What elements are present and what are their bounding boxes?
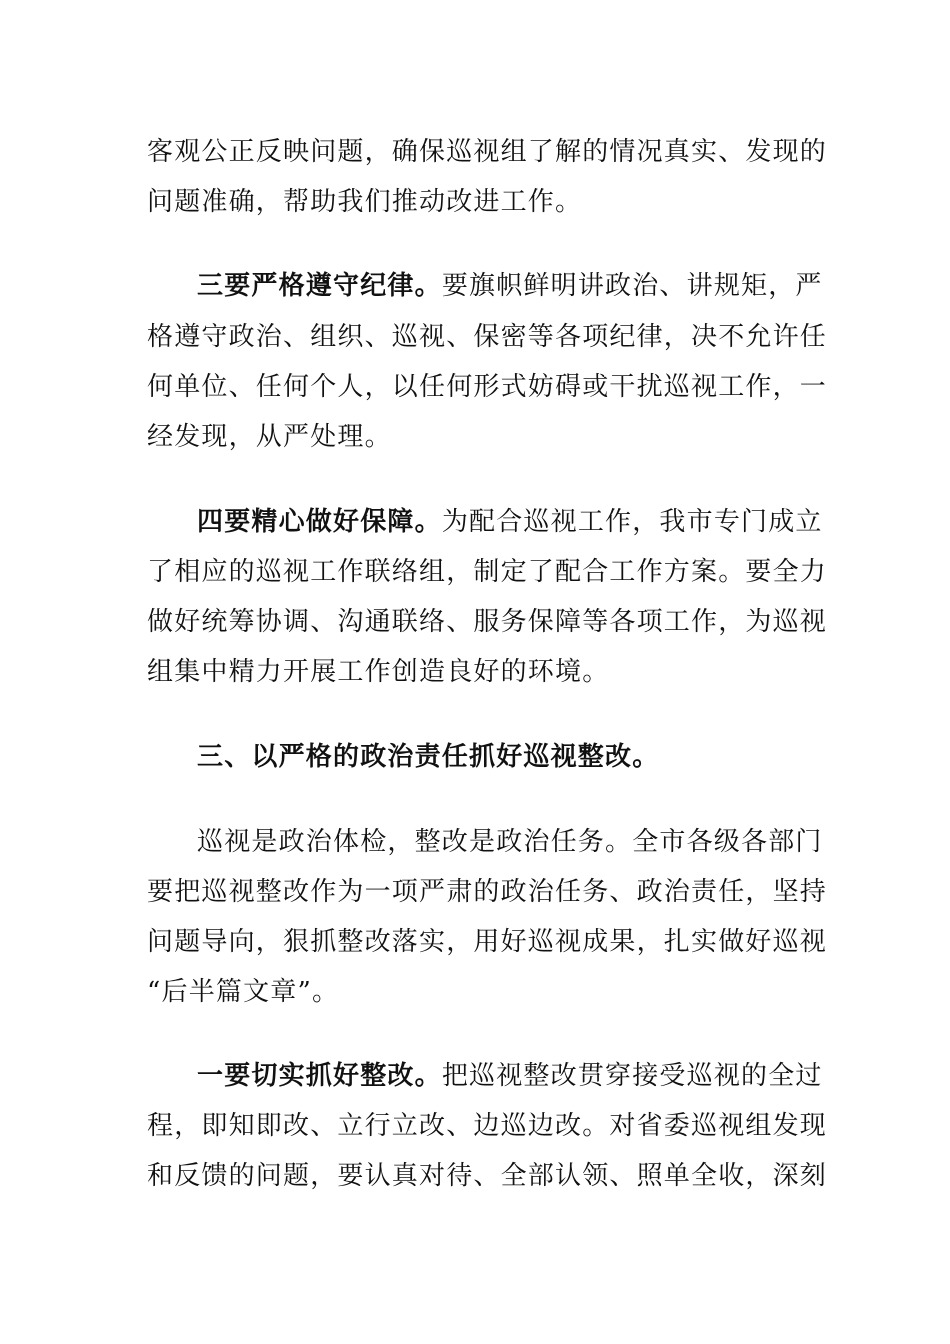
paragraph-line: 和反馈的问题，要认真对待、全部认领、照单全收，深刻 [147, 1161, 828, 1191]
section-heading: 三、以严格的政治责任抓好巡视整改。 [197, 742, 660, 772]
paragraph-lead: 四要精心做好保障。 [197, 507, 442, 537]
paragraph-line: 了相应的巡视工作联络组，制定了配合工作方案。要全力 [147, 557, 828, 587]
paragraph-line: 组集中精力开展工作创造良好的环境。 [147, 657, 610, 687]
paragraph-line: 巡视是政治体检，整改是政治任务。全市各级各部门 [197, 827, 823, 857]
paragraph-line: 问题导向，狠抓整改落实，用好巡视成果，扎实做好巡视 [147, 927, 828, 957]
paragraph-text: 把巡视整改贯穿接受巡视的全过 [441, 1061, 823, 1091]
paragraph-line: 何单位、任何个人，以任何形式妨碍或干扰巡视工作，一 [147, 372, 828, 402]
paragraph-first-line [197, 270, 837, 302]
paragraph-first-line [197, 506, 837, 538]
paragraph-line: 要把巡视整改作为一项严肃的政治任务、政治责任，坚持 [147, 877, 828, 907]
paragraph-text: 为配合巡视工作，我市专门成立 [441, 507, 823, 537]
paragraph-text: 要旗帜鲜明讲政治、讲规矩，严 [441, 271, 823, 301]
paragraph-first-line [197, 1060, 837, 1092]
paragraph-line: 做好统筹协调、沟通联络、服务保障等各项工作，为巡视 [147, 607, 828, 637]
paragraph-line: 格遵守政治、组织、巡视、保密等各项纪律，决不允许任 [147, 322, 828, 352]
paragraph-line: 客观公正反映问题，确保巡视组了解的情况真实、发现的 [147, 137, 828, 167]
paragraph-line: 问题准确，帮助我们推动改进工作。 [147, 187, 583, 217]
paragraph-line: “后半篇文章”。 [147, 977, 340, 1007]
paragraph-line: 程，即知即改、立行立改、边巡边改。对省委巡视组发现 [147, 1111, 828, 1141]
paragraph-lead: 三要严格遵守纪律。 [197, 271, 442, 301]
paragraph-lead: 一要切实抓好整改。 [197, 1061, 442, 1091]
paragraph-line: 经发现，从严处理。 [147, 422, 392, 452]
